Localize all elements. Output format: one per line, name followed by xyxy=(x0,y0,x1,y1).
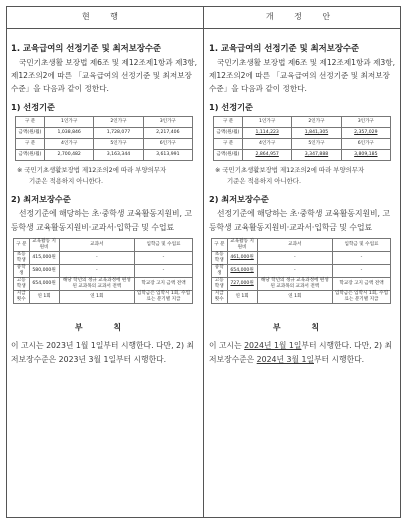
table-cell: - xyxy=(59,265,134,278)
table-cell: 580,000원 xyxy=(29,265,59,278)
table-cell: 초등학생 xyxy=(212,252,228,265)
table-cell: - xyxy=(134,265,192,278)
table-cell: 구 분 xyxy=(212,239,228,252)
column-header-current: 현 행 xyxy=(82,12,127,21)
table-cell: 교과서 xyxy=(257,239,332,252)
table-cell: 1,841,305 xyxy=(292,128,341,139)
table-cell: 연 1회 xyxy=(227,291,257,304)
note-line: 기준은 적용하지 아니한다. xyxy=(29,177,104,185)
table-cell: 3인가구 xyxy=(143,117,192,128)
section-title: 1. 교육급여의 선정기준 및 최저보장수준 xyxy=(11,43,162,53)
table-cell: 입학금 및 수업료 xyxy=(332,239,390,252)
table-cell: 입학금은 입학시 1회, 수업료는 분기별 지급 xyxy=(332,291,390,304)
table-cell: 3,163,344 xyxy=(94,150,143,161)
benefit-table xyxy=(13,238,193,304)
table-cell: 금액(원/월) xyxy=(214,128,243,139)
table-cell: 2,700,482 xyxy=(45,150,94,161)
table-cell: 4인가구 xyxy=(45,139,94,150)
table-cell: 654,000원 xyxy=(227,265,257,278)
criteria-table xyxy=(15,116,193,161)
minimum-level-description: 선정기준에 해당하는 초·중학생 교육활동지원비, 고등학생 교육활동지원비·교과서·입학금 및 수업료 xyxy=(209,209,391,232)
note-line: ※ 국민기초생활보장법 제12조의2에 따라 부양의무자 xyxy=(17,166,167,174)
table-cell: 입학금은 입학시 1회, 수업료는 분기별 지급 xyxy=(134,291,192,304)
table-cell: 지급횟수 xyxy=(14,291,30,304)
table-cell: 고등학생 xyxy=(212,278,228,291)
table-cell: 3인가구 xyxy=(341,117,390,128)
table-cell: 1인가구 xyxy=(243,117,292,128)
benefit-table xyxy=(211,238,391,304)
table-cell: 학교장 고지 금액 전액 xyxy=(332,278,390,291)
table-cell: 교육활동 지원비 xyxy=(29,239,59,252)
table-cell: 중학생 xyxy=(14,265,30,278)
selection-criteria-heading: 1) 선정기준 xyxy=(11,102,55,112)
table-cell: 1,728,077 xyxy=(94,128,143,139)
table-cell: - xyxy=(332,252,390,265)
table-cell: 교육활동 지원비 xyxy=(227,239,257,252)
table-cell: 6인가구 xyxy=(341,139,390,150)
table-cell: 초등학생 xyxy=(14,252,30,265)
table-cell: 2,357,029 xyxy=(341,128,390,139)
table-cell: 461,000원 xyxy=(227,252,257,265)
table-cell: 727,000원 xyxy=(227,278,257,291)
table-cell: 연 1회 xyxy=(29,291,59,304)
table-cell: 연 1회 xyxy=(257,291,332,304)
table-cell: 해당 학년의 정규 교육과정에 편성된 교과목의 교과서 전액 xyxy=(59,278,134,291)
table-cell: - xyxy=(257,265,332,278)
table-cell: 구 분 xyxy=(16,139,45,150)
table-cell: - xyxy=(332,265,390,278)
table-cell: 3,809,185 xyxy=(341,150,390,161)
table-cell: 연 1회 xyxy=(59,291,134,304)
note-line: 기준은 적용하지 아니한다. xyxy=(227,177,302,185)
table-cell: 해당 학년의 정규 교육과정에 편성된 교과목의 교과서 전액 xyxy=(257,278,332,291)
selection-criteria-heading: 1) 선정기준 xyxy=(209,102,253,112)
table-cell: 5인가구 xyxy=(292,139,341,150)
addenda-text-part: 부터 시행한다. xyxy=(314,355,365,364)
table-cell: 구 분 xyxy=(214,117,243,128)
table-cell: 금액(원/월) xyxy=(214,150,243,161)
minimum-level-heading: 2) 최저보장수준 xyxy=(11,194,71,204)
effective-date: 2024년 1월 1일 xyxy=(244,341,302,350)
table-cell: 3,347,888 xyxy=(292,150,341,161)
table-cell: 금액(원/월) xyxy=(16,128,45,139)
table-cell: 구 분 xyxy=(214,139,243,150)
table-cell: - xyxy=(59,252,134,265)
minimum-level-date: 2024년 3월 1일 xyxy=(256,355,314,364)
table-cell: 2,217,406 xyxy=(143,128,192,139)
table-cell: 3,613,991 xyxy=(143,150,192,161)
current-column xyxy=(6,6,203,518)
table-cell: 2인가구 xyxy=(94,117,143,128)
table-cell: 2인가구 xyxy=(292,117,341,128)
table-cell: 중학생 xyxy=(212,265,228,278)
table-cell: 2,864,957 xyxy=(243,150,292,161)
criteria-table xyxy=(213,116,391,161)
section-title: 1. 교육급여의 선정기준 및 최저보장수준 xyxy=(209,43,360,53)
table-cell: 415,000원 xyxy=(29,252,59,265)
table-cell: 입학금 및 수업료 xyxy=(134,239,192,252)
table-cell: 구 분 xyxy=(14,239,30,252)
table-cell: 학교장 고지 금액 전액 xyxy=(134,278,192,291)
revised-column xyxy=(204,6,401,518)
note-line: ※ 국민기초생활보장법 제12조의2에 따라 부양의무자 xyxy=(215,166,365,174)
addenda-text-part: 부터 시행한다. 다만, 2) 최저보장수준은 xyxy=(209,341,393,364)
minimum-level-description: 선정기준에 해당하는 초·중학생 교육활동지원비, 고등학생 교육활동지원비·교과서·입학금 및 수업료 xyxy=(11,209,193,232)
table-cell: 교과서 xyxy=(59,239,134,252)
addenda-title: 부 칙 xyxy=(74,323,136,332)
table-cell: 1인가구 xyxy=(45,117,94,128)
table-cell: 1,114,223 xyxy=(243,128,292,139)
table-cell: 고등학생 xyxy=(14,278,30,291)
table-cell: 1,038,846 xyxy=(45,128,94,139)
addenda-text: 이 고시는 2023년 1월 1일부터 시행한다. 다만, 2) 최저보장수준은 2023년 3월 1일부터 시행한다. xyxy=(11,341,195,364)
minimum-level-heading: 2) 최저보장수준 xyxy=(209,194,269,204)
table-cell: 지급횟수 xyxy=(212,291,228,304)
column-header-revised: 개 정 안 xyxy=(265,12,340,21)
table-cell: 6인가구 xyxy=(143,139,192,150)
addenda-text xyxy=(209,339,397,367)
intro-paragraph: 국민기초생활 보장법 제6조 및 제12조제1항과 제3항, 제12조의2에 따른 「교육급여의 선정기준 및 최저보장수준」을 다음과 같이 정한다. xyxy=(11,58,198,93)
table-cell: 4인가구 xyxy=(243,139,292,150)
table-cell: 5인가구 xyxy=(94,139,143,150)
table-cell: 금액(원/월) xyxy=(16,150,45,161)
addenda-title: 부 칙 xyxy=(272,323,334,332)
intro-paragraph: 국민기초생활 보장법 제6조 및 제12조제1항과 제3항, 제12조의2에 따른 「교육급여의 선정기준 및 최저보장수준」을 다음과 같이 정한다. xyxy=(209,58,396,93)
table-cell: - xyxy=(134,252,192,265)
addenda-text-part: 이 고시는 xyxy=(209,341,245,350)
table-cell: 구 분 xyxy=(16,117,45,128)
table-cell: - xyxy=(257,252,332,265)
table-cell: 654,000원 xyxy=(29,278,59,291)
